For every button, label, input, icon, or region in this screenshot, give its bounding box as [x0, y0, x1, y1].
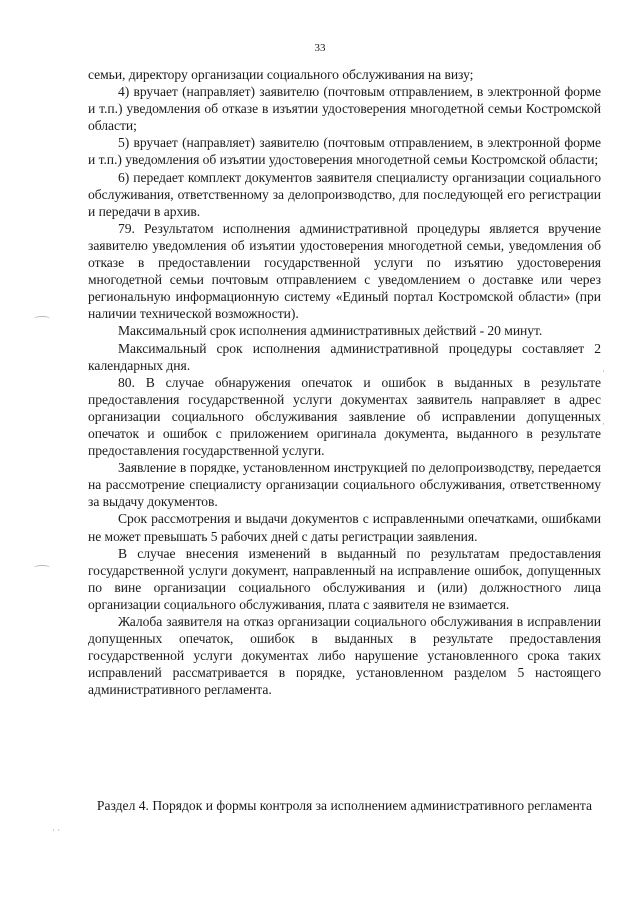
scan-dot: ·: [602, 366, 605, 376]
paragraph-no-fee: В случае внесения изменений в выданный по результатам предоставления государственной услуги документ, направленный на исправление ошибок, допущенных по вине организации социального обслуживания и (или) должностного лица организации социального обслуживания, плата с заявителя не взимается.: [88, 545, 601, 612]
scan-mark: [34, 565, 50, 570]
list-item-6: 6) передает комплект документов заявителя специалисту организации социального обслуживания, ответственному за делопроизводство, для последующей его регистрации и передачи в архив.: [88, 169, 601, 219]
scan-mark: [34, 316, 50, 321]
paragraph-application-transfer: Заявление в порядке, установленном инструкцией по делопроизводству, передается на рассмотрение специалисту организации социального обслуживания, ответственному за выдачу документов.: [88, 460, 601, 510]
paragraph-max-procedure-time: Максимальный срок исполнения административной процедуры составляет 2 календарных дня.: [88, 340, 601, 373]
clause-79: 79. Результатом исполнения административной процедуры является вручение заявителю уведомления об изъятии удостоверения многодетной семьи, уведомления об отказе в предоставлении государственной услуги по изъятию удостоверения многодетной семьи почтовым отправлением с уведомлением о доставке или через региональную информационную систему «Единый портал Костромской области» (при наличии технической возможности).: [88, 220, 601, 322]
section-heading: Раздел 4. Порядок и формы контроля за исполнением административного регламента: [96, 798, 593, 813]
list-item-4: 4) вручает (направляет) заявителю (почтовым отправлением, в электронной форме и т.п.) уведомления об отказе в изъятии удостоверения многодетной семьи Костромской области;: [88, 84, 601, 134]
list-item-5: 5) вручает (направляет) заявителю (почтовым отправлением, в электронной форме и т.п.) уведомления об изъятии удостоверения многодетной семьи Костромской области;: [88, 135, 601, 168]
document-body: [88, 66, 601, 698]
scan-dot: ·: [602, 419, 605, 429]
scan-dot: · ·: [52, 825, 61, 835]
page-number: 33: [314, 42, 326, 54]
paragraph-review-term: Срок рассмотрения и выдачи документов с исправленными опечатками, ошибками не может превышать 5 рабочих дней с даты регистрации заявления.: [88, 511, 601, 544]
paragraph-max-action-time: Максимальный срок исполнения административных действий - 20 минут.: [118, 323, 543, 339]
paragraph-complaint: Жалоба заявителя на отказ организации социального обслуживания в исправлении допущенных опечаток, ошибок в выданных в результате предоставления государственной услуги документах либо нарушение установленного срока таких исправлений рассматривается в порядке, установленном разделом 5 настоящего административного регламента.: [88, 614, 601, 698]
paragraph-continuation: семьи, директору организации социального обслуживания на визу;: [88, 67, 474, 82]
clause-80: 80. В случае обнаружения опечаток и ошибок в выданных в результате предоставления государственной услуги документах заявитель направляет в адрес организации социального обслуживания заявление об исправлении допущенных опечаток и ошибок с приложением оригинала документа, выданного в результате предоставления государственной услуги.: [88, 374, 601, 459]
